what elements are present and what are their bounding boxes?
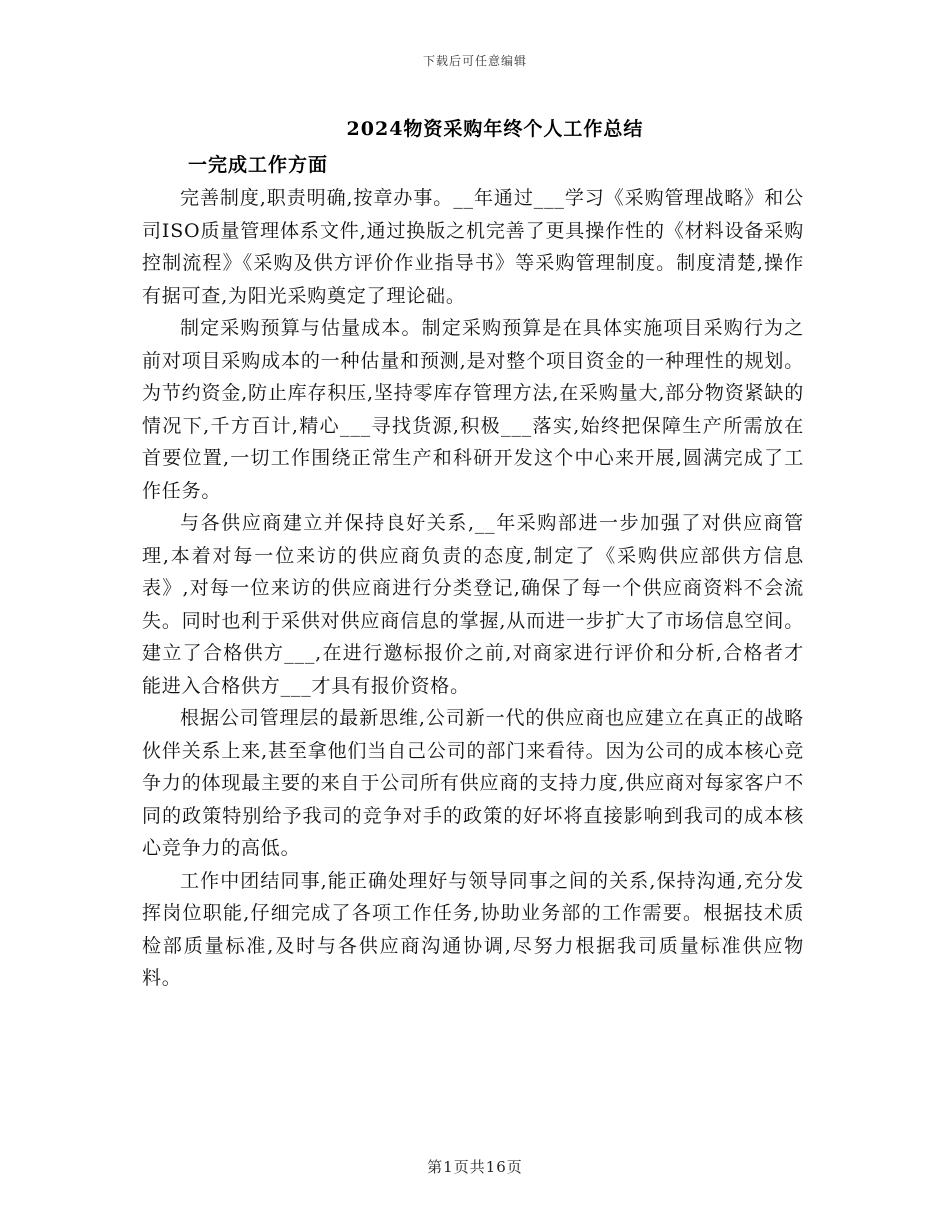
header-note: 下载后可任意编辑 <box>422 54 527 68</box>
paragraph: 制定采购预算与估量成本。制定采购预算是在具体实施项目采购行为之前对项目采购成本的一种估量和预测,是对整个项目资金的一种理性的规划。为节约资金,防止库存积压,坚持零库存管理方法,在采购量大,部分物资紧缺的情况下,千方百计,精心___寻找货源,积极___落实,始终把保障生产所需放在首要位置,一切工作围绕正常生产和科研开发这个中心来开展,圆满完成了工作任务。 <box>142 317 804 502</box>
section-heading: 一完成工作方面 <box>188 154 329 176</box>
paragraph: 完善制度,职责明确,按章办事。__年通过___学习《采购管理战略》和公司ISO质量管理体系文件,通过换版之机完善了更具操作性的《材料设备采购控制流程》《采购及供方评价作业指导书》等采购管理制度。制度清楚,操作有据可查,为阳光采购奠定了理论础。 <box>142 187 804 307</box>
document-title: 2024物资采购年终个人工作总结 <box>346 118 644 140</box>
page-number-footer: 第1页共16页 <box>427 1158 523 1176</box>
paragraph: 与各供应商建立并保持良好关系,__年采购部进一步加强了对供应商管理,本着对每一位来访的供应商负责的态度,制定了《采购供应部供方信息表》,对每一位来访的供应商进行分类登记,确保了每一个供应商资料不会流失。同时也利于采供对供应商信息的掌握,从而进一步扩大了市场信息空间。建立了合格供方___,在进行邀标报价之前,对商家进行评价和分析,合格者才能进入合格供方___才具有报价资格。 <box>142 512 804 697</box>
paragraph: 根据公司管理层的最新思维,公司新一代的供应商也应建立在真正的战略伙伴关系上来,甚至拿他们当自己公司的部门来看待。因为公司的成本核心竞争力的体现最主要的来自于公司所有供应商的支持力度,供应商对每家客户不同的政策特别给予我司的竞争对手的政策的好坏将直接影响到我司的成本核心竞争力的高低。 <box>142 707 804 859</box>
document-body <box>142 182 804 995</box>
paragraph: 工作中团结同事,能正确处理好与领导同事之间的关系,保持沟通,充分发挥岗位职能,仔细完成了各项工作任务,协助业务部的工作需要。根据技术质检部质量标准,及时与各供应商沟通协调,尽努力根据我司质量标准供应物料。 <box>142 869 804 989</box>
